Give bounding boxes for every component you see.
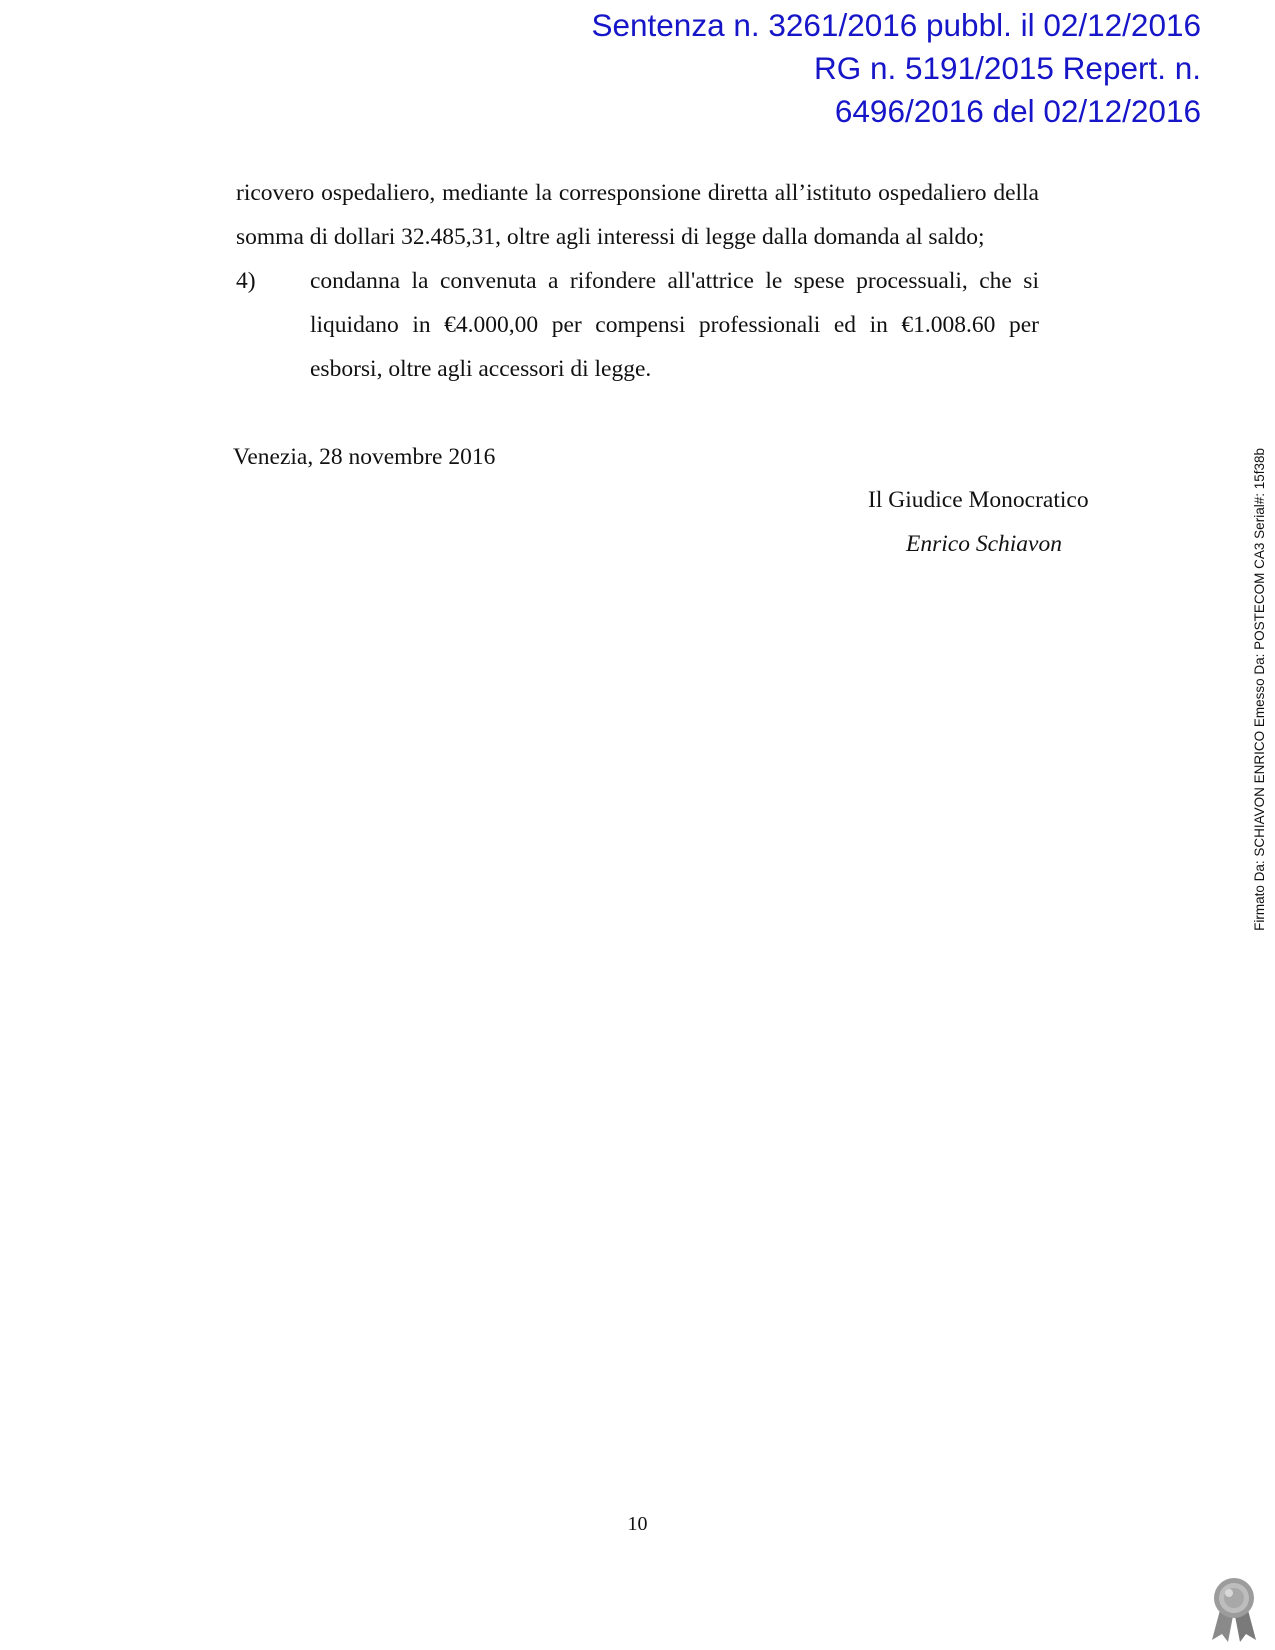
ribbon-seal-icon: [1206, 1574, 1262, 1644]
stamp-line-2: RG n. 5191/2015 Repert. n.: [814, 50, 1201, 86]
stamp-line-3: 6496/2016 del 02/12/2016: [834, 93, 1201, 129]
list-item-4: [236, 259, 1039, 391]
sentence-stamp: [591, 4, 1201, 133]
judge-title: Il Giudice Monocratico: [868, 487, 1089, 513]
list-item-text: condanna la convenuta a rifondere all'attrice le spese processuali, che si liquidano in €4.000,00 per compensi professionali ed in €1.008.60 per esborsi, oltre agli accessori di legge.: [310, 268, 1039, 382]
digital-signature-note: Firmato Da: SCHIAVON ENRICO Emesso Da: POSTECOM CA3 Serial#: 15f38b: [1252, 448, 1267, 931]
judge-name: Enrico Schiavon: [906, 531, 1062, 557]
paragraph-continuation: ricovero ospedaliero, mediante la corresponsione diretta all’istituto ospedaliero della somma di dollari 32.485,31, oltre agli interessi di legge dalla domanda al saldo;: [236, 180, 1039, 250]
place-date: Venezia, 28 novembre 2016: [233, 444, 496, 470]
page-number: 10: [627, 1513, 648, 1535]
stamp-line-1: Sentenza n. 3261/2016 pubbl. il 02/12/2016: [591, 7, 1201, 43]
document-body: [236, 171, 1039, 391]
list-item-number: 4): [236, 268, 256, 294]
